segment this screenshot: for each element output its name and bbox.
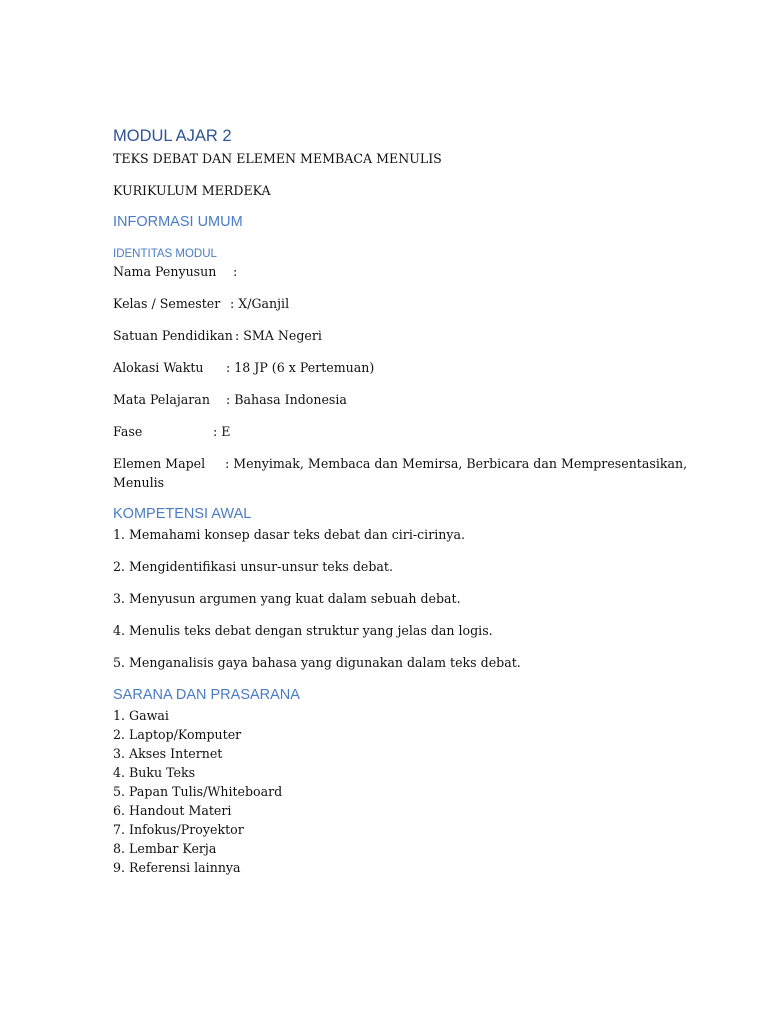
field-label: Fase (113, 424, 143, 439)
list-item: 8. Lembar Kerja (113, 841, 217, 856)
field-value: : Menyimak, Membaca dan Memirsa, Berbicara dan Mempresentasikan, (225, 456, 688, 471)
list-item: 9. Referensi lainnya (113, 860, 241, 875)
list-item: 2. Mengidentifikasi unsur-unsur teks debat. (113, 559, 393, 574)
list-item: 3. Akses Internet (113, 746, 223, 761)
field-value: : (233, 264, 238, 279)
list-item: 5. Papan Tulis/Whiteboard (113, 784, 283, 799)
field-elemen-mapel-continued: Menulis (113, 475, 165, 490)
list-item: 4. Menulis teks debat dengan struktur yang jelas dan logis. (113, 623, 493, 638)
field-alokasi-waktu (113, 358, 673, 377)
kompetensi-awal-heading: KOMPETENSI AWAL (113, 506, 252, 522)
document-page (113, 126, 688, 877)
field-label: Kelas / Semester (113, 296, 221, 311)
field-value: : SMA Negeri (235, 328, 322, 343)
list-item: 2. Laptop/Komputer (113, 727, 242, 742)
list-item: 7. Infokus/Proyektor (113, 822, 244, 837)
field-label: Elemen Mapel (113, 456, 206, 471)
field-elemen-mapel (113, 454, 688, 473)
field-value: : E (213, 424, 231, 439)
field-label: Nama Penyusun (113, 264, 217, 279)
field-satuan-pendidikan (113, 326, 673, 345)
informasi-umum-heading: INFORMASI UMUM (113, 214, 243, 230)
identitas-modul-heading: IDENTITAS MODUL (113, 248, 217, 260)
module-subtitle: TEKS DEBAT DAN ELEMEN MEMBACA MENULIS (113, 151, 442, 166)
field-label: Alokasi Waktu (113, 360, 204, 375)
field-nama-penyusun (113, 262, 673, 281)
list-item: 4. Buku Teks (113, 765, 196, 780)
list-item: 6. Handout Materi (113, 803, 232, 818)
field-mata-pelajaran (113, 390, 673, 409)
sarana-heading: SARANA DAN PRASARANA (113, 687, 300, 703)
list-item: 3. Menyusun argumen yang kuat dalam sebuah debat. (113, 591, 461, 606)
sarana-list (113, 706, 673, 877)
field-value: : Bahasa Indonesia (226, 392, 347, 407)
field-label: Satuan Pendidikan (113, 328, 233, 343)
field-value: : 18 JP (6 x Pertemuan) (226, 360, 375, 375)
field-kelas-semester (113, 294, 673, 313)
module-title: MODUL AJAR 2 (113, 127, 232, 145)
field-value: : X/Ganjil (230, 296, 290, 311)
list-item: 1. Gawai (113, 708, 169, 723)
field-fase (113, 422, 673, 441)
curriculum-label: KURIKULUM MERDEKA (113, 183, 271, 198)
list-item: 1. Memahami konsep dasar teks debat dan ciri-cirinya. (113, 527, 465, 542)
list-item: 5. Menganalisis gaya bahasa yang digunakan dalam teks debat. (113, 655, 521, 670)
field-label: Mata Pelajaran (113, 392, 210, 407)
